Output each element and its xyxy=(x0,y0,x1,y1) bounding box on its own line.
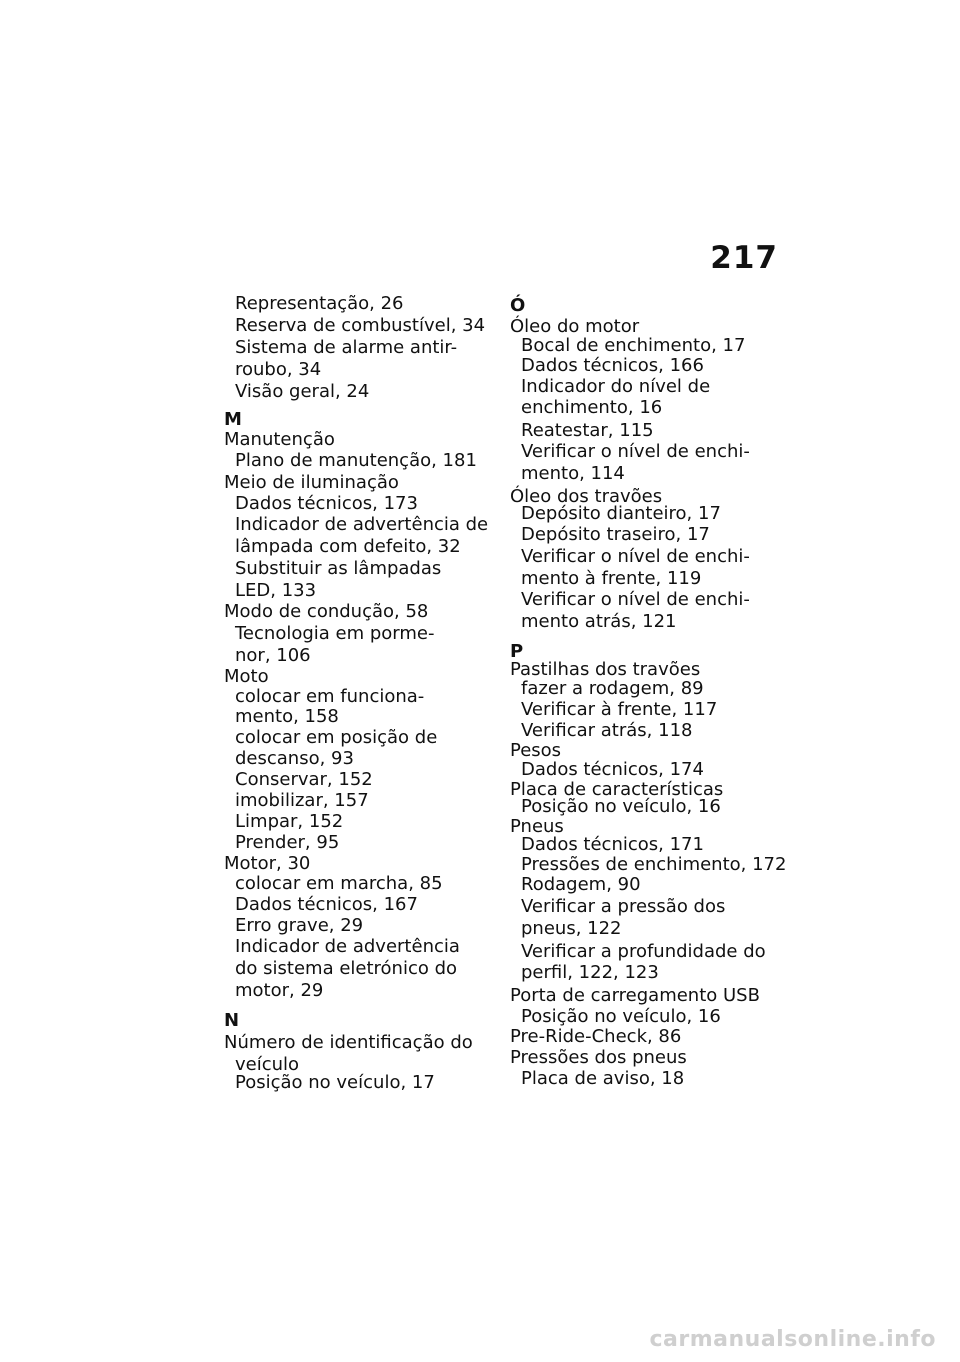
index-sub-entry: pneus, 122 xyxy=(521,918,622,939)
index-sub-entry: Conservar, 152 xyxy=(235,769,373,790)
index-main-entry: Óleo dos travões xyxy=(510,486,663,507)
index-sub-entry: LED, 133 xyxy=(235,580,317,601)
index-main-entry: Motor, 30 xyxy=(224,853,311,874)
index-sub-entry: Depósito dianteiro, 17 xyxy=(521,503,721,524)
index-sub-entry: Dados técnicos, 174 xyxy=(521,759,704,780)
index-sub-entry: nor, 106 xyxy=(235,645,311,666)
index-sub-entry: Verificar o nível de enchi- xyxy=(521,441,750,462)
watermark: carmanualsonline.info xyxy=(649,1327,936,1352)
index-main-entry: Porta de carregamento USB xyxy=(510,985,760,1006)
index-letter-heading: P xyxy=(510,641,524,662)
index-sub-entry: Sistema de alarme antir- xyxy=(235,337,458,358)
index-sub-entry: Rodagem, 90 xyxy=(521,874,641,895)
index-main-entry: Placa de características xyxy=(510,779,724,800)
index-sub-entry: Reserva de combustível, 34 xyxy=(235,315,486,336)
index-sub-entry: perfil, 122, 123 xyxy=(521,962,659,983)
index-sub-entry: mento, 158 xyxy=(235,706,339,727)
index-sub-entry: mento à frente, 119 xyxy=(521,568,702,589)
index-main-entry: Pressões dos pneus xyxy=(510,1047,687,1068)
index-main-entry: Pre-Ride-Check, 86 xyxy=(510,1026,682,1047)
index-sub-entry: imobilizar, 157 xyxy=(235,790,369,811)
index-letter-heading: Ó xyxy=(510,295,526,316)
index-main-entry: Pesos xyxy=(510,740,562,761)
index-sub-entry: Tecnologia em porme- xyxy=(235,623,435,644)
index-sub-entry: Pressões de enchimento, 172 xyxy=(521,854,787,875)
index-letter-heading: M xyxy=(224,409,242,430)
index-sub-entry: Bocal de enchimento, 17 xyxy=(521,335,746,356)
index-sub-entry: Dados técnicos, 171 xyxy=(521,834,704,855)
index-sub-entry: Placa de aviso, 18 xyxy=(521,1068,685,1089)
index-sub-entry: Indicador de advertência xyxy=(235,936,460,957)
index-sub-entry: Substituir as lâmpadas xyxy=(235,558,442,579)
index-sub-entry: Reatestar, 115 xyxy=(521,420,654,441)
index-sub-entry: Visão geral, 24 xyxy=(235,381,370,402)
index-sub-entry: Posição no veículo, 16 xyxy=(521,796,721,817)
index-sub-entry: Verificar o nível de enchi- xyxy=(521,546,750,567)
index-main-entry: Óleo do motor xyxy=(510,316,640,337)
index-sub-entry: Prender, 95 xyxy=(235,832,340,853)
index-sub-entry: motor, 29 xyxy=(235,980,324,1001)
index-sub-entry: Limpar, 152 xyxy=(235,811,344,832)
index-sub-entry: Verificar o nível de enchi- xyxy=(521,589,750,610)
index-sub-entry: colocar em posição de xyxy=(235,727,438,748)
index-main-entry: Moto xyxy=(224,666,269,687)
index-sub-entry: do sistema eletrónico do xyxy=(235,958,458,979)
index-main-entry: Pastilhas dos travões xyxy=(510,659,701,680)
index-sub-entry: colocar em marcha, 85 xyxy=(235,873,443,894)
index-sub-entry: colocar em funciona- xyxy=(235,686,425,707)
index-sub-entry: Posição no veículo, 16 xyxy=(521,1006,721,1027)
index-sub-entry: lâmpada com defeito, 32 xyxy=(235,536,461,557)
index-sub-entry: Dados técnicos, 166 xyxy=(521,355,704,376)
index-letter-heading: N xyxy=(224,1010,240,1031)
index-sub-entry: enchimento, 16 xyxy=(521,397,663,418)
index-main-entry: Manutenção xyxy=(224,429,335,450)
index-sub-entry: Verificar a profundidade do xyxy=(521,941,766,962)
index-sub-entry: Verificar atrás, 118 xyxy=(521,720,693,741)
index-sub-entry: Indicador do nível de xyxy=(521,376,711,397)
index-sub-entry: Dados técnicos, 167 xyxy=(235,894,418,915)
index-sub-entry: Dados técnicos, 173 xyxy=(235,493,418,514)
index-sub-entry: Plano de manutenção, 181 xyxy=(235,450,477,471)
index-sub-entry: fazer a rodagem, 89 xyxy=(521,678,704,699)
page-number: 217 xyxy=(710,240,778,276)
index-main-entry: Meio de iluminação xyxy=(224,472,399,493)
index-sub-entry: mento atrás, 121 xyxy=(521,611,677,632)
index-sub-entry: Verificar à frente, 117 xyxy=(521,699,718,720)
index-main-entry: Pneus xyxy=(510,816,564,837)
index-sub-entry: Depósito traseiro, 17 xyxy=(521,524,710,545)
index-sub-entry: veículo xyxy=(235,1054,300,1075)
index-sub-entry: Representação, 26 xyxy=(235,293,404,314)
index-column-left xyxy=(224,0,489,1362)
index-sub-entry: Verificar a pressão dos xyxy=(521,896,726,917)
index-column-right xyxy=(510,0,790,1362)
index-sub-entry: Erro grave, 29 xyxy=(235,915,364,936)
index-sub-entry: Indicador de advertência de xyxy=(235,514,489,535)
index-main-entry: Modo de condução, 58 xyxy=(224,601,429,622)
index-sub-entry: Posição no veículo, 17 xyxy=(235,1072,435,1093)
index-sub-entry: descanso, 93 xyxy=(235,748,354,769)
index-sub-entry: mento, 114 xyxy=(521,463,625,484)
index-sub-entry: roubo, 34 xyxy=(235,359,322,380)
index-main-entry: Número de identificação do xyxy=(224,1032,473,1053)
